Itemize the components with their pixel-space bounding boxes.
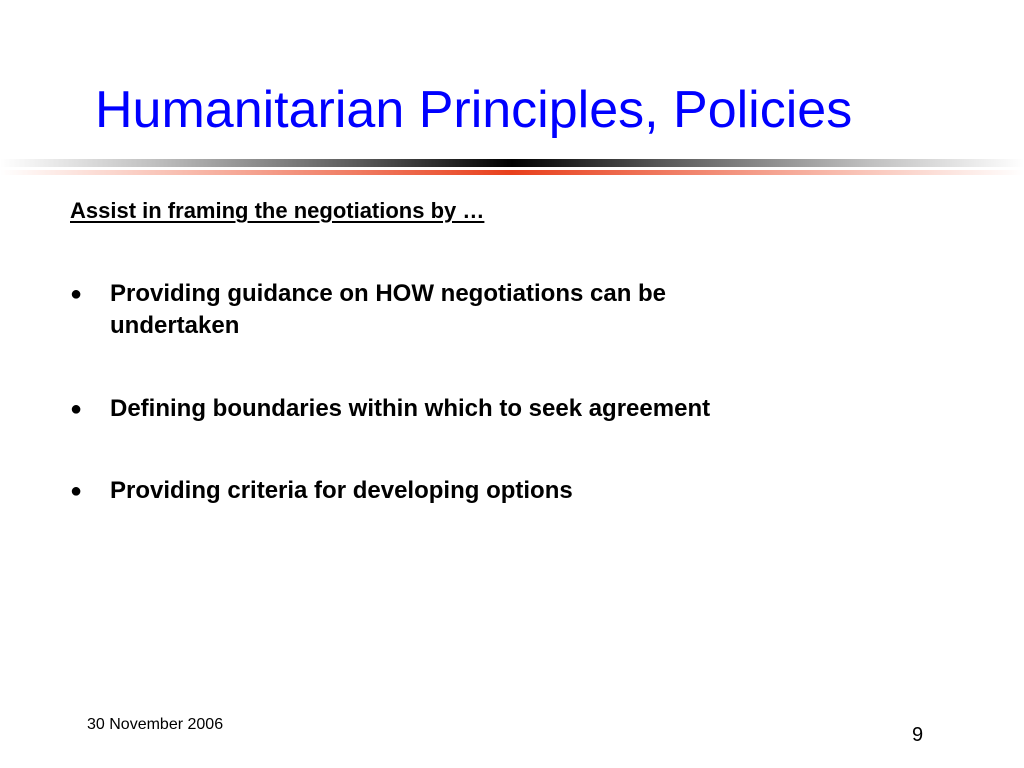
bullet-item <box>70 393 830 425</box>
slide-title: Humanitarian Principles, Policies <box>95 81 853 139</box>
bullet-dot-icon: ● <box>70 283 83 305</box>
section-subheading: Assist in framing the negotiations by … <box>70 198 485 223</box>
bullet-text: Providing criteria for developing options <box>110 477 573 504</box>
bullet-item <box>70 278 790 342</box>
footer-date: 30 November 2006 <box>87 716 224 733</box>
bullet-text: Providing guidance on HOW negotiations can be undertaken <box>110 280 667 339</box>
bullet-dot-icon: ● <box>70 480 83 502</box>
slide-number: 9 <box>912 724 924 746</box>
bullet-item <box>70 475 830 507</box>
bullet-text: Defining boundaries within which to seek agreement <box>110 395 711 422</box>
title-divider-dark <box>0 159 1024 167</box>
title-divider-accent <box>0 170 1024 175</box>
bullet-dot-icon: ● <box>70 398 83 420</box>
